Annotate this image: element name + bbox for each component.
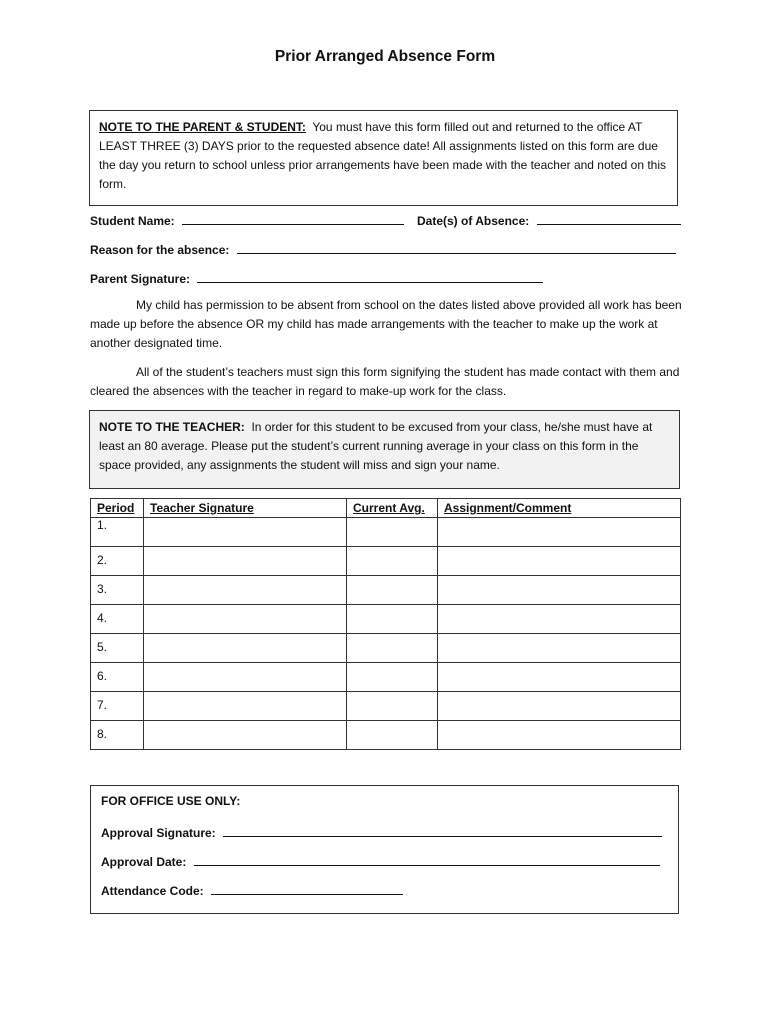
teacher-note-text: In order for this student to be excused from your class, he/she must have at least an 80 average. Please put the student’s current running average in your class on this form in the space provided, any assignments the student will miss and sign your name. [99, 420, 653, 472]
current-avg-cell[interactable] [347, 576, 438, 605]
office-use-heading: FOR OFFICE USE ONLY: [101, 794, 241, 808]
office-use-box [90, 785, 679, 914]
period-cell: 3. [91, 576, 144, 605]
table-row [91, 518, 681, 547]
parent-signature-row [90, 269, 543, 286]
current-avg-cell[interactable] [347, 692, 438, 721]
teacher-signature-cell[interactable] [144, 576, 347, 605]
current-avg-header: Current Avg. [347, 499, 438, 518]
dates-of-absence-row [417, 211, 681, 228]
assignment-comment-cell[interactable] [438, 518, 681, 547]
period-cell: 7. [91, 692, 144, 721]
table-row [91, 663, 681, 692]
period-cell: 2. [91, 547, 144, 576]
parent-note-box [89, 110, 678, 206]
current-avg-cell[interactable] [347, 518, 438, 547]
assignment-comment-cell[interactable] [438, 547, 681, 576]
current-avg-cell[interactable] [347, 634, 438, 663]
table-row [91, 576, 681, 605]
period-header: Period [91, 499, 144, 518]
parent-signature-label: Parent Signature: [90, 272, 191, 286]
attendance-code-label: Attendance Code: [101, 884, 204, 898]
assignment-comment-cell[interactable] [438, 605, 681, 634]
current-avg-cell[interactable] [347, 663, 438, 692]
student-name-row [90, 211, 404, 228]
teacher-signature-cell[interactable] [144, 605, 347, 634]
approval-date-label: Approval Date: [101, 855, 187, 869]
form-title: Prior Arranged Absence Form [274, 48, 496, 65]
reason-row [90, 240, 676, 257]
period-cell: 4. [91, 605, 144, 634]
permission-paragraph [90, 296, 682, 353]
approval-date-row [101, 852, 660, 869]
teachers-sign-text: All of the student’s teachers must sign this form signifying the student has made contact with them and cleared the absences with the teacher in regard to make-up work for the class. [90, 365, 680, 398]
assignment-comment-cell[interactable] [438, 576, 681, 605]
student-name-label: Student Name: [90, 214, 175, 228]
teacher-signature-cell[interactable] [144, 547, 347, 576]
dates-of-absence-input[interactable] [537, 211, 681, 225]
teacher-signoff-table [90, 498, 681, 750]
assignment-comment-header: Assignment/Comment [438, 499, 681, 518]
period-cell: 5. [91, 634, 144, 663]
permission-text: My child has permission to be absent from school on the dates listed above provided all work has been made up before the absence OR my child has made arrangements with the teacher to make up the work at another designated time. [90, 298, 682, 350]
assignment-comment-cell[interactable] [438, 721, 681, 750]
student-name-input[interactable] [182, 211, 404, 225]
teacher-note-label: NOTE TO THE TEACHER: [99, 420, 245, 434]
attendance-code-input[interactable] [211, 881, 403, 895]
teacher-note [99, 418, 669, 475]
parent-signature-input[interactable] [197, 269, 543, 283]
teachers-sign-paragraph [90, 363, 682, 401]
current-avg-cell[interactable] [347, 605, 438, 634]
approval-signature-input[interactable] [223, 823, 662, 837]
parent-note [99, 118, 667, 194]
teacher-signature-header: Teacher Signature [144, 499, 347, 518]
assignment-comment-cell[interactable] [438, 692, 681, 721]
table-row [91, 634, 681, 663]
dates-of-absence-label: Date(s) of Absence: [417, 214, 530, 228]
reason-input[interactable] [237, 240, 676, 254]
current-avg-cell[interactable] [347, 721, 438, 750]
approval-date-input[interactable] [194, 852, 660, 866]
approval-signature-label: Approval Signature: [101, 826, 216, 840]
current-avg-cell[interactable] [347, 547, 438, 576]
table-row [91, 605, 681, 634]
parent-note-label: NOTE TO THE PARENT & STUDENT: [99, 120, 306, 134]
assignment-comment-cell[interactable] [438, 634, 681, 663]
period-cell: 1. [91, 518, 144, 547]
teacher-signature-cell[interactable] [144, 721, 347, 750]
attendance-code-row [101, 881, 403, 898]
period-cell: 6. [91, 663, 144, 692]
table-header-row [91, 499, 681, 518]
teacher-signature-cell[interactable] [144, 518, 347, 547]
teacher-note-box [89, 410, 680, 489]
teacher-signature-cell[interactable] [144, 634, 347, 663]
table-row [91, 721, 681, 750]
teacher-signature-cell[interactable] [144, 663, 347, 692]
assignment-comment-cell[interactable] [438, 663, 681, 692]
parent-note-text: You must have this form filled out and returned to the office AT LEAST THREE (3) DAYS prior to the requested absence date! All assignments listed on this form are due the day you return to school unless prior arrangements have been made with the teacher and noted on this form. [99, 120, 667, 191]
approval-signature-row [101, 823, 662, 840]
teacher-signature-cell[interactable] [144, 692, 347, 721]
table-row [91, 692, 681, 721]
table-row [91, 547, 681, 576]
reason-label: Reason for the absence: [90, 243, 230, 257]
period-cell: 8. [91, 721, 144, 750]
